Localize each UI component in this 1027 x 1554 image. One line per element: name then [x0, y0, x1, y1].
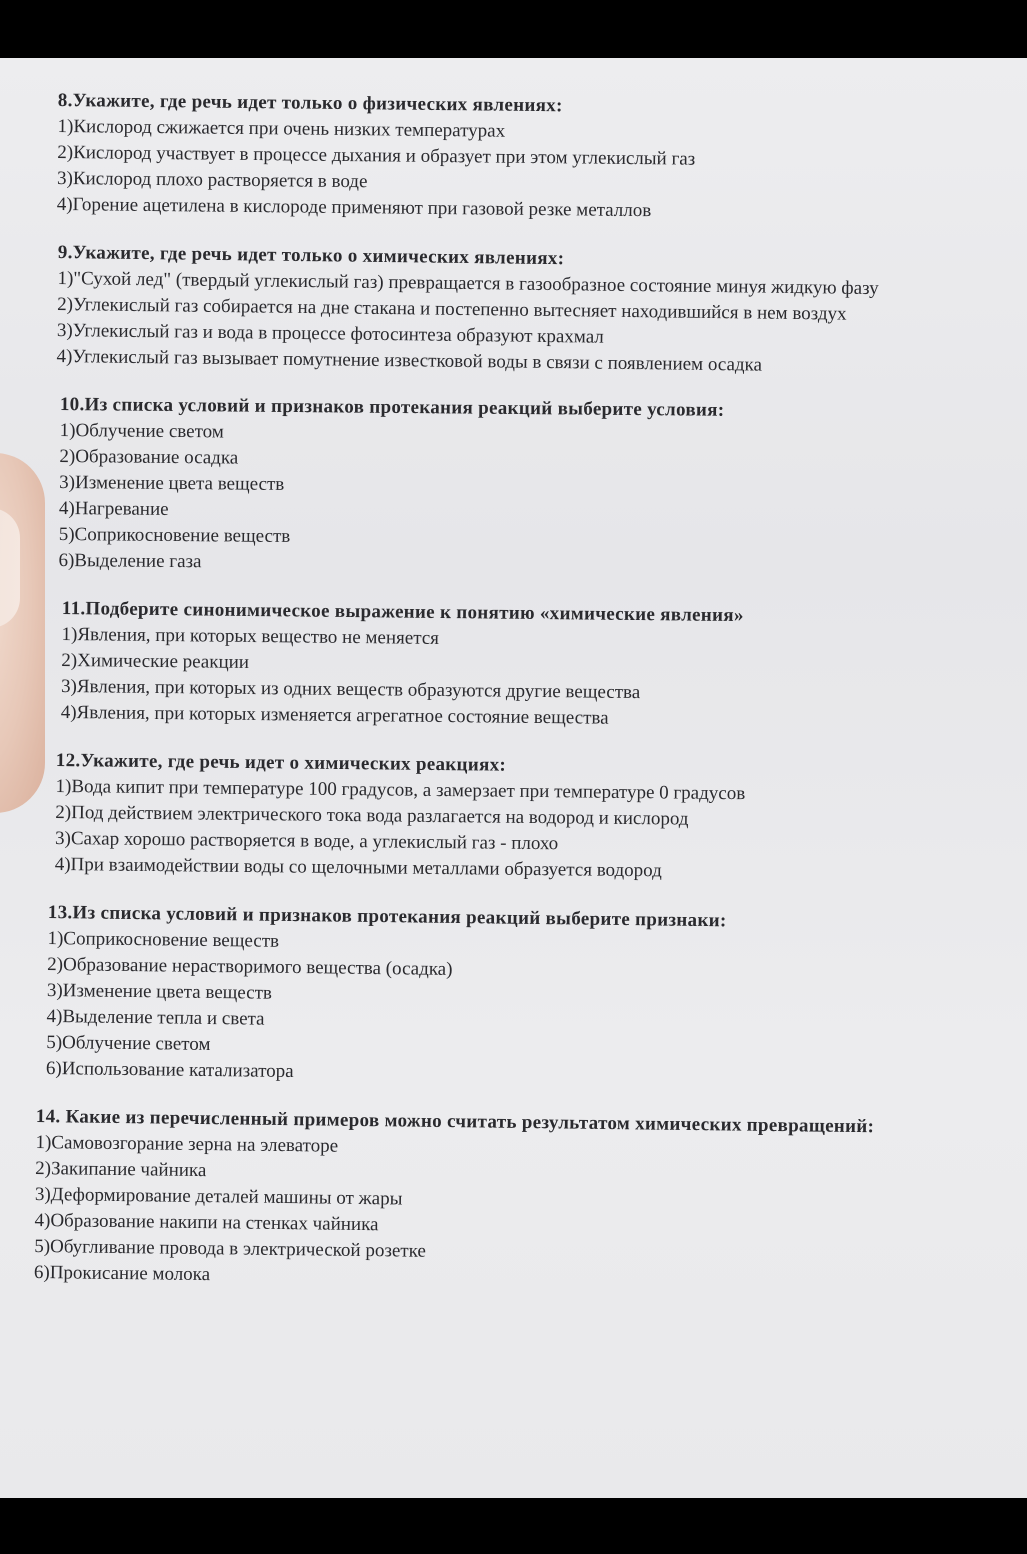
answer-option: 2)Химические реакции: [61, 649, 250, 673]
answer-option: 4)Горение ацетилена в кислороде применяют при газовой резке металлов: [56, 193, 652, 222]
answer-option: 2)Образование нерастворимого вещества (осадка): [47, 953, 453, 980]
answer-option: 1)Облучение светом: [59, 419, 224, 443]
answer-option: 1)Вода кипит при температуре 100 градусов, а замерзает при температуре 0 градусов: [55, 775, 746, 805]
worksheet-paper: [0, 58, 1027, 1498]
answer-option: 6)Использование катализатора: [45, 1057, 294, 1083]
question-8: [57, 88, 998, 228]
answer-option: 1)Кислород сжижается при очень низких температурах: [57, 115, 506, 142]
answer-option: 4)Явления, при которых изменяется агрегатное состояние вещества: [60, 701, 609, 729]
answer-option: 2)Образование осадка: [59, 445, 239, 469]
answer-option: 3)Изменение цвета веществ: [46, 979, 273, 1004]
question-title: 12.Укажите, где речь идет о химических реакциях:: [55, 749, 507, 776]
question-title: 14. Какие из перечисленный примеров можно считать результатом химических превращений:: [35, 1105, 875, 1138]
answer-option: 3)Сахар хорошо растворяется в воде, а углекислый газ - плохо: [54, 827, 559, 855]
answer-option: 3)Углекислый газ и вода в процессе фотосинтеза образуют крахмал: [56, 319, 604, 348]
answer-option: 2)Закипание чайника: [35, 1157, 207, 1182]
answer-option: 4)Выделение тепла и света: [46, 1005, 265, 1030]
answer-option: 4)Углекислый газ вызывает помутнение известковой воды в связи с появлением осадка: [56, 345, 763, 376]
answer-option: 3)Деформирование деталей машины от жары: [34, 1183, 403, 1210]
question-13: [46, 900, 998, 1094]
fingernail-in-photo: [0, 508, 20, 628]
question-title: 11.Подберите синонимическое выражение к понятию «химические явления»: [61, 597, 744, 627]
answer-option: 5)Облучение светом: [46, 1031, 211, 1055]
answer-option: 4)Образование накипи на стенках чайника: [34, 1209, 379, 1236]
question-12: [55, 748, 998, 888]
question-title: 8.Укажите, где речь идет только о физических явлениях:: [57, 89, 563, 117]
answer-option: 2)Под действием электрического тока вода разлагается на водород и кислород: [55, 801, 689, 830]
answer-option: 2)Кислород участвует в процессе дыхания и образует при этом углекислый газ: [57, 141, 696, 170]
answer-option: 5)Соприкосновение веществ: [58, 523, 291, 548]
question-9: [56, 240, 998, 381]
answer-option: 3)Кислород плохо растворяется в воде: [56, 167, 368, 193]
question-10: [58, 392, 998, 582]
worksheet-content: [33, 88, 998, 1308]
answer-option: 1)Самовозгорание зерна на элеваторе: [35, 1131, 339, 1157]
answer-option: 1)Явления, при которых вещество не меняется: [61, 623, 440, 649]
question-title: 13.Из списка условий и признаков протекания реакций выберите признаки:: [47, 901, 727, 932]
question-14: [34, 1104, 998, 1298]
answer-option: 6)Выделение газа: [58, 549, 202, 573]
answer-option: 4)При взаимодействии воды со щелочными металлами образуется водород: [54, 853, 662, 882]
answer-option: 4)Нагревание: [58, 497, 169, 520]
answer-option: 5)Обугливание провода в электрической розетке: [34, 1235, 426, 1262]
question-title: 9.Укажите, где речь идет только о химических явлениях:: [57, 241, 565, 270]
finger-in-photo: [0, 453, 45, 813]
question-11: [61, 596, 998, 736]
answer-option: 3)Изменение цвета веществ: [59, 471, 285, 495]
question-title: 10.Из списка условий и признаков протекания реакций выберите условия:: [59, 393, 725, 421]
answer-option: 1)"Сухой лед" (твердый углекислый газ) превращается в газообразное состояние минуя жидкую фазу: [57, 267, 879, 300]
answer-option: 6)Прокисание молока: [33, 1261, 211, 1286]
answer-option: 1)Соприкосновение веществ: [47, 927, 280, 952]
answer-option: 3)Явления, при которых из одних веществ образуются другие вещества: [60, 675, 641, 704]
answer-option: 2)Углекислый газ собирается на дне стакана и постепенно вытесняет находившийся в нем воздух: [57, 293, 847, 325]
